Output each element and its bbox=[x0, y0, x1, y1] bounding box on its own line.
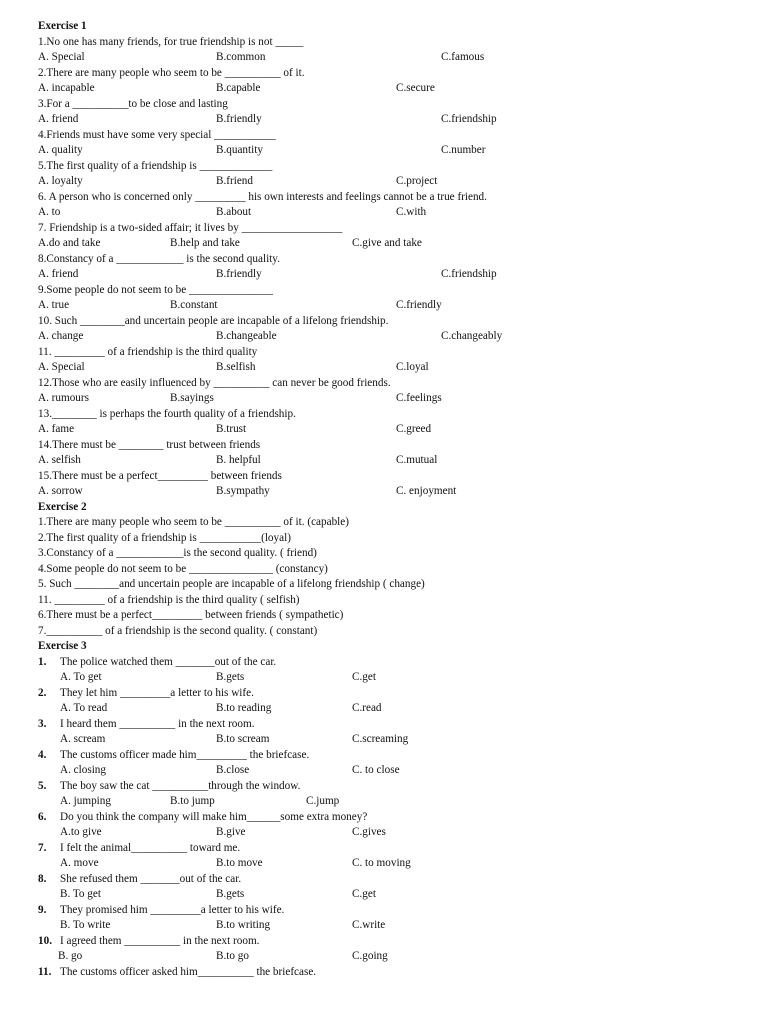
question-text: 10. Such ________and uncertain people are incapable of a lifelong friendship. bbox=[38, 314, 389, 327]
question-text: The customs officer made him_________ the briefcase. bbox=[60, 748, 310, 761]
option-c: C.friendship bbox=[441, 113, 497, 125]
question-row bbox=[0, 779, 768, 795]
option-c: C.get bbox=[352, 888, 376, 900]
question-number: 10. bbox=[38, 934, 52, 947]
options-row bbox=[0, 949, 768, 965]
question-row bbox=[0, 515, 768, 531]
exercise-title: Exercise 1 bbox=[38, 20, 87, 32]
question-row bbox=[0, 872, 768, 888]
option-a: A. friend bbox=[38, 268, 79, 280]
option-b: B. helpful bbox=[216, 454, 261, 466]
exercise-title: Exercise 3 bbox=[38, 640, 87, 652]
option-a: A. true bbox=[38, 299, 70, 311]
question-row bbox=[0, 438, 768, 454]
question-text: 3.For a __________to be close and lasting bbox=[38, 97, 228, 110]
option-b: B.to reading bbox=[216, 702, 272, 714]
question-row bbox=[0, 97, 768, 113]
question-text: 5.The first quality of a friendship is _____________ bbox=[38, 159, 273, 172]
option-a: A. Special bbox=[38, 51, 85, 63]
options-row bbox=[0, 298, 768, 314]
question-text: 6. A person who is concerned only _________ his own interests and feelings cannot be a true friend. bbox=[38, 190, 487, 203]
question-text: 1.No one has many friends, for true friendship is not _____ bbox=[38, 35, 304, 48]
option-a: A. incapable bbox=[38, 82, 95, 94]
question-text: The police watched them _______out of the car. bbox=[60, 655, 277, 668]
option-b: B.changeable bbox=[216, 330, 277, 342]
option-a: A. quality bbox=[38, 144, 83, 156]
question-row bbox=[0, 717, 768, 733]
option-b: B.about bbox=[216, 206, 252, 218]
question-text: 1.There are many people who seem to be __________ of it. (capable) bbox=[38, 516, 349, 528]
option-b: B.friendly bbox=[216, 113, 262, 125]
option-b: B.to writing bbox=[216, 919, 271, 931]
question-row bbox=[0, 469, 768, 485]
question-text: 6.There must be a perfect_________ between friends ( sympathetic) bbox=[38, 609, 344, 621]
option-b: B.to scream bbox=[216, 733, 270, 745]
option-c: C. to moving bbox=[352, 857, 411, 869]
option-a: A. selfish bbox=[38, 454, 81, 466]
options-row bbox=[0, 856, 768, 872]
option-c: C.mutual bbox=[396, 454, 438, 466]
question-row bbox=[0, 593, 768, 609]
question-row bbox=[0, 655, 768, 671]
question-row bbox=[0, 252, 768, 268]
option-a: A.do and take bbox=[38, 237, 101, 249]
option-b: B.sayings bbox=[170, 392, 214, 404]
question-text: 11. _________ of a friendship is the third quality bbox=[38, 345, 258, 358]
question-number: 8. bbox=[38, 872, 47, 885]
option-c: C.secure bbox=[396, 82, 435, 94]
question-text: They let him _________a letter to his wife. bbox=[60, 686, 254, 699]
question-number: 5. bbox=[38, 779, 47, 792]
option-b: B.to go bbox=[216, 950, 249, 962]
option-a: A. closing bbox=[60, 764, 106, 776]
option-a: A.to give bbox=[60, 826, 102, 838]
options-row bbox=[0, 453, 768, 469]
exercise-2-heading bbox=[0, 500, 768, 516]
options-row bbox=[0, 391, 768, 407]
option-c: C.with bbox=[396, 206, 427, 218]
option-b: B.give bbox=[216, 826, 246, 838]
option-a: A. To read bbox=[60, 702, 108, 714]
options-row bbox=[0, 267, 768, 283]
option-b: B.friend bbox=[216, 175, 253, 187]
options-row bbox=[0, 701, 768, 717]
options-row bbox=[0, 236, 768, 252]
question-text: 11. _________ of a friendship is the third quality ( selfish) bbox=[38, 593, 300, 606]
option-c: C.greed bbox=[396, 423, 432, 435]
question-row bbox=[0, 748, 768, 764]
option-c: C.friendship bbox=[441, 268, 497, 280]
options-row bbox=[0, 763, 768, 779]
option-c: C.going bbox=[352, 950, 388, 962]
option-c: C.read bbox=[352, 702, 382, 714]
question-text: 12.Those who are easily influenced by __________ can never be good friends. bbox=[38, 376, 391, 389]
question-row bbox=[0, 934, 768, 950]
question-number: 2. bbox=[38, 686, 47, 699]
question-row bbox=[0, 608, 768, 624]
question-text: 15.There must be a perfect_________ between friends bbox=[38, 469, 282, 482]
question-text: 4.Friends must have some very special ___________ bbox=[38, 128, 276, 141]
option-b: B.trust bbox=[216, 423, 247, 435]
option-c: C.gives bbox=[352, 826, 386, 838]
option-b: B.gets bbox=[216, 671, 245, 683]
exercise-title: Exercise 2 bbox=[38, 500, 87, 513]
question-row bbox=[0, 903, 768, 919]
option-a: B. To write bbox=[60, 919, 111, 931]
option-a: A. loyalty bbox=[38, 175, 83, 187]
option-a: B. go bbox=[58, 950, 83, 962]
question-text: They promised him _________a letter to his wife. bbox=[60, 903, 285, 916]
question-number: 9. bbox=[38, 903, 47, 916]
question-text: She refused them _______out of the car. bbox=[60, 872, 242, 885]
question-text: 2.The first quality of a friendship is ___________(loyal) bbox=[38, 531, 291, 544]
option-a: A. fame bbox=[38, 423, 75, 435]
option-b: B.common bbox=[216, 51, 266, 63]
question-row bbox=[0, 35, 768, 51]
options-row bbox=[0, 112, 768, 128]
option-b: B.quantity bbox=[216, 144, 263, 156]
question-text: The customs officer asked him__________ the briefcase. bbox=[60, 965, 317, 978]
question-number: 11. bbox=[38, 965, 52, 978]
option-a: A. to bbox=[38, 206, 61, 218]
option-c: C.feelings bbox=[396, 392, 442, 404]
question-text: 4.Some people do not seem to be _______________ (constancy) bbox=[38, 562, 328, 575]
question-row bbox=[0, 283, 768, 299]
question-number: 3. bbox=[38, 717, 47, 730]
question-row bbox=[0, 965, 768, 981]
question-text: 2.There are many people who seem to be __________ of it. bbox=[38, 66, 305, 79]
option-b: B.sympathy bbox=[216, 485, 270, 497]
options-row bbox=[0, 174, 768, 190]
option-b: B.close bbox=[216, 764, 250, 776]
question-text: 5. Such ________and uncertain people are incapable of a lifelong friendship ( change) bbox=[38, 578, 425, 590]
question-text: The boy saw the cat __________through the window. bbox=[60, 779, 301, 792]
option-c: C.get bbox=[352, 671, 376, 683]
option-b: B.constant bbox=[170, 299, 218, 311]
options-row bbox=[0, 484, 768, 500]
option-c: C.write bbox=[352, 919, 386, 931]
question-text: 3.Constancy of a ____________is the second quality. ( friend) bbox=[38, 547, 317, 559]
option-c: C. to close bbox=[352, 764, 400, 776]
options-row bbox=[0, 50, 768, 66]
question-text: 9.Some people do not seem to be _______________ bbox=[38, 283, 273, 296]
option-b: B.capable bbox=[216, 82, 261, 94]
option-a: A. jumping bbox=[60, 795, 111, 807]
options-row bbox=[0, 794, 768, 810]
options-row bbox=[0, 329, 768, 345]
question-text: 8.Constancy of a ____________ is the second quality. bbox=[38, 252, 280, 265]
question-row bbox=[0, 841, 768, 857]
option-b: B.friendly bbox=[216, 268, 262, 280]
question-row bbox=[0, 190, 768, 206]
question-row bbox=[0, 376, 768, 392]
option-c: C.jump bbox=[306, 795, 340, 807]
question-text: 7.__________ of a friendship is the second quality. ( constant) bbox=[38, 624, 318, 637]
question-text: 14.There must be ________ trust between friends bbox=[38, 438, 261, 451]
option-b: B.selfish bbox=[216, 361, 256, 373]
question-number: 4. bbox=[38, 748, 47, 761]
question-text: Do you think the company will make him______some extra money? bbox=[60, 810, 368, 823]
question-row bbox=[0, 128, 768, 144]
option-a: A. rumours bbox=[38, 392, 89, 404]
options-row bbox=[0, 422, 768, 438]
question-row bbox=[0, 577, 768, 593]
option-a: A. change bbox=[38, 330, 84, 342]
question-text: I agreed them __________ in the next room. bbox=[60, 934, 260, 947]
question-row bbox=[0, 159, 768, 175]
option-a: A. move bbox=[60, 857, 99, 869]
option-a: A. sorrow bbox=[38, 485, 83, 497]
option-a: A. To get bbox=[60, 671, 102, 683]
question-text: I heard them __________ in the next room. bbox=[60, 717, 255, 730]
exercise-1-heading bbox=[0, 19, 768, 35]
question-row bbox=[0, 686, 768, 702]
option-a: A. Special bbox=[38, 361, 85, 373]
options-row bbox=[0, 205, 768, 221]
question-row bbox=[0, 407, 768, 423]
exercise-3-heading bbox=[0, 639, 768, 655]
question-row bbox=[0, 546, 768, 562]
option-c: C.give and take bbox=[352, 237, 422, 249]
question-row bbox=[0, 810, 768, 826]
options-row bbox=[0, 360, 768, 376]
question-row bbox=[0, 314, 768, 330]
options-row bbox=[0, 825, 768, 841]
option-b: B.to move bbox=[216, 857, 263, 869]
option-b: B.to jump bbox=[170, 795, 215, 807]
question-number: 6. bbox=[38, 810, 47, 823]
option-c: C.screaming bbox=[352, 733, 409, 745]
option-c: C.project bbox=[396, 175, 438, 187]
options-row bbox=[0, 918, 768, 934]
options-row bbox=[0, 887, 768, 903]
question-text: 13.________ is perhaps the fourth quality of a friendship. bbox=[38, 407, 296, 420]
question-text: 7. Friendship is a two-sided affair; it lives by __________________ bbox=[38, 221, 343, 234]
question-row bbox=[0, 221, 768, 237]
question-number: 7. bbox=[38, 841, 47, 854]
option-a: A. friend bbox=[38, 113, 79, 125]
option-a: A. scream bbox=[60, 733, 106, 745]
option-c: C.friendly bbox=[396, 299, 442, 311]
options-row bbox=[0, 143, 768, 159]
question-row bbox=[0, 531, 768, 547]
option-c: C.famous bbox=[441, 51, 485, 63]
option-c: C.loyal bbox=[396, 361, 429, 373]
option-b: B.gets bbox=[216, 888, 245, 900]
question-text: I felt the animal__________ toward me. bbox=[60, 841, 241, 854]
option-c: C. enjoyment bbox=[396, 485, 457, 497]
option-b: B.help and take bbox=[170, 237, 240, 249]
options-row bbox=[0, 670, 768, 686]
option-a: B. To get bbox=[60, 888, 101, 900]
question-row bbox=[0, 562, 768, 578]
question-row bbox=[0, 624, 768, 640]
options-row bbox=[0, 732, 768, 748]
question-row bbox=[0, 66, 768, 82]
question-row bbox=[0, 345, 768, 361]
question-number: 1. bbox=[38, 655, 47, 668]
option-c: C.changeably bbox=[441, 330, 503, 342]
options-row bbox=[0, 81, 768, 97]
option-c: C.number bbox=[441, 144, 486, 156]
